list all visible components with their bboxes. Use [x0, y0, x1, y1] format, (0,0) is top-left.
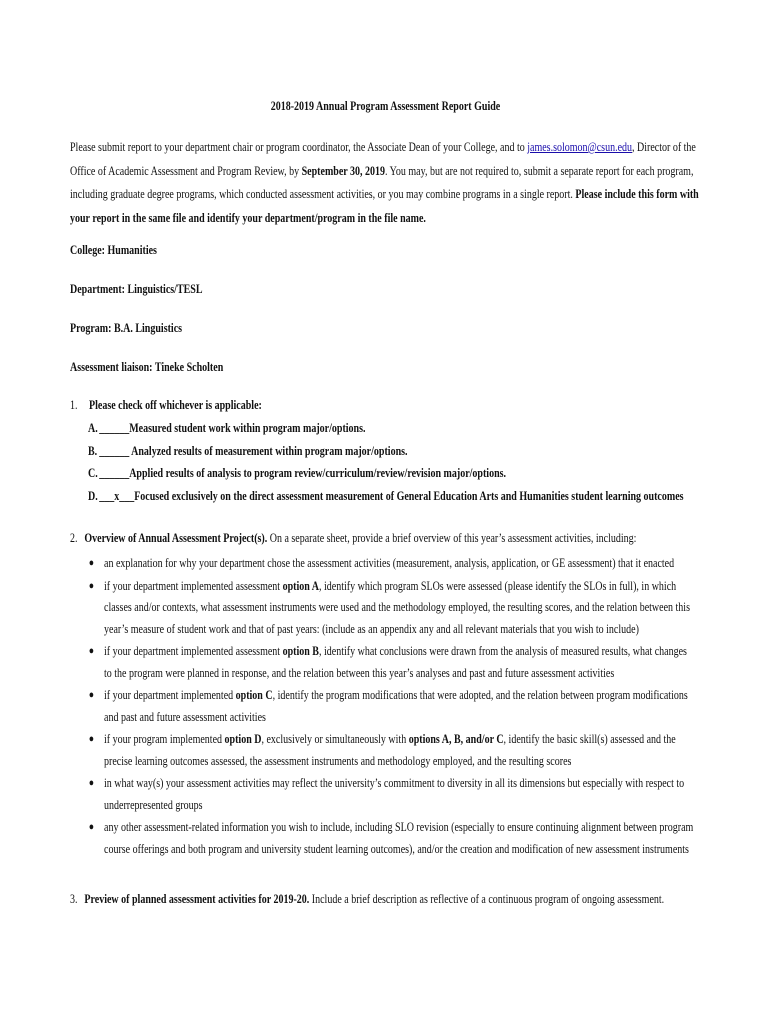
instruction-bold: Please include this form with your report in the same file and identify your department/program in the file name. — [70, 187, 699, 225]
bullet-icon: ● — [88, 557, 95, 569]
list-item: ● if your department implemented assessment option A, identify which program SLOs were assessed (please identify the SLOs in full), in which classes and/or contexts, what assessment instruments were used and the methodology employed, the resulting scores, and the relation between this year’s measure of student work and that of past years: (include as an appendix any and all relevant materials that you wish to include) — [88, 576, 696, 641]
list-item: ● if your program implemented option D, exclusively or simultaneously with options A, B, and/or C, identify the basic skill(s) assessed and the precise learning outcomes assessed, the assessment instruments and methodology employed, and the resulting scores — [88, 729, 696, 772]
section-3-heading: 3. Preview of planned assessment activities for 2019-20. Include a brief description as reflective of a continuous program of ongoing assessment. — [70, 892, 665, 906]
list-item: ● in what way(s) your assessment activities may reflect the university’s commitment to diversity in all its dimensions but especially with respect to underrepresented groups — [88, 773, 696, 816]
liaison-field: Assessment liaison: Tineke Scholten — [70, 360, 224, 374]
option-d: D.___x___Focused exclusively on the direct assessment measurement of General Education Arts and Humanities student learning outcomes — [88, 489, 684, 503]
college-field: College: Humanities — [70, 243, 157, 257]
bullet-icon: ● — [88, 733, 95, 745]
section-1: 1. Please check off whichever is applicable: — [70, 398, 262, 412]
list-item: ● if your department implemented assessment option B, identify what conclusions were drawn from the analysis of measured results, what changes to the program were planned in response, and the relation between this year’s analyses and past and future assessment activities — [88, 641, 696, 684]
intro-paragraph: Please submit report to your department chair or program coordinator, the Associate Dean of your College, and to james.solomon@csun.edu, Director of the Office of Academic Assessment and Program Review, by September 30, 2019. You may, but are not required to, submit a separate report for each program, including graduate degree programs, which conducted assessment activities, or you may combine programs in a single report. Please include this form with your report in the same file and identify your department/program in the file name. — [70, 140, 699, 225]
bullet-icon: ● — [88, 821, 95, 833]
list-item: ● if your department implemented option C, identify the program modifications that were adopted, and the relation between program modifications and past and future assessment activities — [88, 685, 696, 728]
bullet-icon: ● — [88, 579, 95, 592]
bullet-icon: ● — [88, 645, 95, 657]
program-field: Program: B.A. Linguistics — [70, 321, 183, 335]
option-b: B. ______ Analyzed results of measurement within program major/options. — [88, 444, 408, 458]
list-item: ● an explanation for why your department chose the assessment activities (measurement, analysis, application, or GE assessment) that it enacted — [88, 553, 696, 575]
email-link[interactable]: james.solomon@csun.edu — [527, 140, 633, 154]
list-item: ● any other assessment-related information you wish to include, including SLO revision (especially to ensure continuing alignment between program course offerings and both program and university student learning outcomes), and/or the creation and modification of new assessment instruments — [88, 817, 696, 860]
section-2-heading: 2. Overview of Annual Assessment Project(s). On a separate sheet, provide a brief overview of this year’s assessment activities, including: — [70, 531, 637, 545]
document-title: 2018-2019 Annual Program Assessment Report Guide — [270, 99, 500, 113]
bullet-icon: ● — [88, 689, 95, 701]
section-2-bullets — [88, 553, 696, 861]
option-a: A.______Measured student work within program major/options. — [88, 421, 366, 435]
option-c: C.______Applied results of analysis to program review/curriculum/review/revision major/options. — [88, 466, 507, 480]
bullet-icon: ● — [88, 777, 95, 789]
department-field: Department: Linguistics/TESL — [70, 282, 203, 296]
deadline: September 30, 2019 — [301, 163, 386, 178]
